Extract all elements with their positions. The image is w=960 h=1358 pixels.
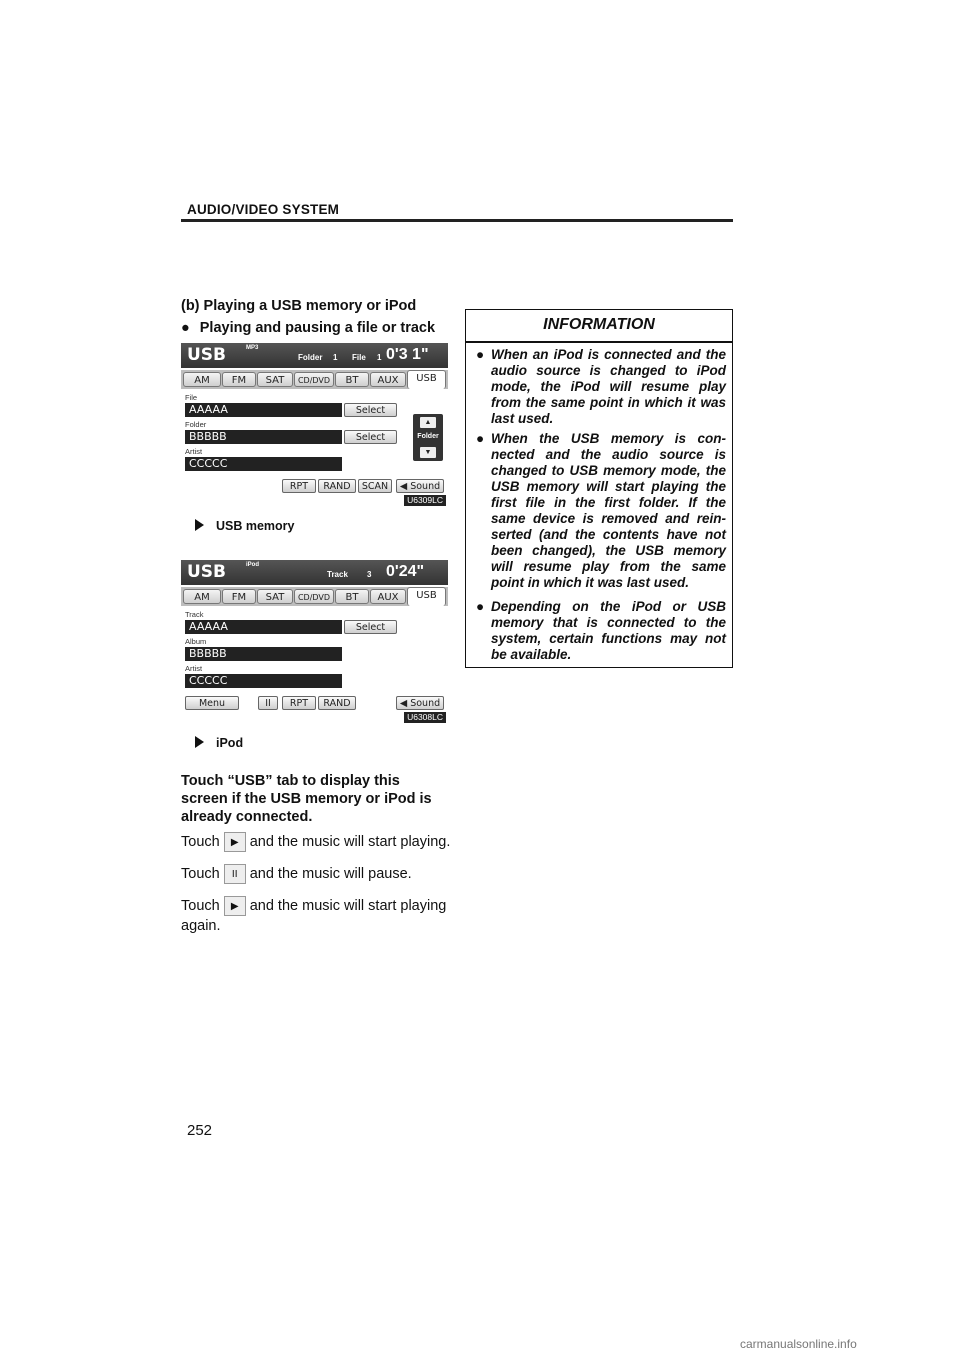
format-label: iPod [246, 562, 259, 568]
file-field-label: File [185, 393, 198, 402]
ipod-screen [181, 560, 448, 724]
bullet: ● [476, 347, 485, 362]
figure-code: U6308LC [404, 712, 446, 723]
tab-fm[interactable]: FM [222, 589, 256, 604]
tab-usb[interactable]: USB [407, 587, 446, 606]
caption-arrow-icon [195, 736, 204, 748]
pause-button[interactable]: II [258, 696, 278, 710]
elapsed-time: 0'3 1" [386, 346, 429, 363]
source-label: USB [187, 345, 227, 365]
title-bar [181, 560, 448, 585]
folder-name-bar: BBBBB [185, 430, 342, 444]
resume-instruction-cont: again. [181, 918, 221, 934]
artist-field-label: Artist [185, 447, 203, 456]
tab-sat[interactable]: SAT [257, 372, 293, 387]
source-tabs [181, 587, 448, 606]
resume-instruction [181, 896, 456, 916]
tab-aux[interactable]: AUX [370, 372, 406, 387]
folder-control [413, 414, 443, 461]
folder-down-button[interactable]: ▼ [420, 447, 436, 458]
touch-word: Touch [181, 865, 220, 882]
select-folder-button[interactable]: Select [344, 430, 397, 444]
folder-number: 1 [333, 353, 338, 362]
pause-icon: II [224, 864, 246, 884]
section-title: (b) Playing a USB memory or iPod [181, 298, 417, 314]
bullet: ● [476, 599, 485, 614]
information-item-text: Depending on the iPod or USB memory that is connected to the system, certain functions may not be available. [491, 599, 726, 662]
tab-bt[interactable]: BT [335, 589, 369, 604]
folder-field-label: Folder [185, 420, 207, 429]
file-name-bar: AAAAA [185, 403, 342, 417]
rand-button[interactable]: RAND [318, 696, 356, 710]
touch-word: Touch [181, 833, 220, 850]
information-item [476, 599, 726, 663]
folder-control-label: Folder [417, 433, 439, 440]
information-rule [466, 341, 732, 343]
pause-instruction [181, 864, 456, 884]
usb-memory-caption [195, 519, 295, 533]
header-rule [181, 219, 733, 222]
tab-am[interactable]: AM [183, 372, 221, 387]
subsection-title-text: Playing and pausing a file or track [199, 320, 436, 336]
usb-memory-screen [181, 343, 448, 507]
tab-sat[interactable]: SAT [257, 589, 293, 604]
running-header: AUDIO/VIDEO SYSTEM [187, 202, 340, 217]
menu-button[interactable]: Menu [185, 696, 239, 710]
source-tabs [181, 370, 448, 389]
information-title: INFORMATION [543, 316, 655, 333]
file-number: 1 [377, 353, 382, 362]
select-track-button[interactable]: Select [344, 620, 397, 634]
information-box [465, 309, 733, 668]
tab-bt[interactable]: BT [335, 372, 369, 387]
tab-usb[interactable]: USB [407, 370, 446, 389]
information-item-text: When the USB memory is con-nected and the audio source is changed to USB memory mode, the USB memory will start playing the first file in the first folder. If the same device is removed and rein-serted (and the contents have not been changed), the USB memory will resume play from the same point in which it was last used. [491, 431, 726, 590]
information-item [476, 431, 726, 591]
play-icon: ▶ [224, 896, 246, 916]
album-name-bar: BBBBB [185, 647, 342, 661]
touch-word: Touch [181, 897, 220, 914]
intro-paragraph: Touch “USB” tab to display this screen if the USB memory or iPod is already connected. [181, 773, 432, 825]
select-file-button[interactable]: Select [344, 403, 397, 417]
rpt-button[interactable]: RPT [282, 696, 316, 710]
tab-am[interactable]: AM [183, 589, 221, 604]
album-field-label: Album [185, 637, 207, 646]
ipod-caption [195, 736, 243, 750]
tab-cd-dvd[interactable]: CD/DVD [294, 589, 334, 604]
sound-button[interactable]: ◀ Sound [396, 479, 444, 493]
play-instruction [181, 832, 456, 852]
information-item [476, 347, 726, 427]
figure-code: U6309LC [404, 495, 446, 506]
track-number: 3 [367, 570, 372, 579]
tab-fm[interactable]: FM [222, 372, 256, 387]
resume-instruction-text: and the music will start playing [249, 897, 447, 914]
artist-name-bar: CCCCC [185, 674, 342, 688]
sound-button[interactable]: ◀ Sound [396, 696, 444, 710]
caption-arrow-icon [195, 519, 204, 531]
file-label: File [352, 353, 366, 362]
source-label: USB [187, 562, 227, 582]
watermark: carmanualsonline.info [740, 1337, 857, 1351]
scan-button[interactable]: SCAN [358, 479, 392, 493]
artist-field-label: Artist [185, 664, 203, 673]
tab-aux[interactable]: AUX [370, 589, 406, 604]
elapsed-time: 0'24" [386, 563, 425, 580]
format-label: MP3 [246, 345, 259, 351]
usb-memory-caption-text: USB memory [216, 519, 295, 533]
bullet: ● [181, 320, 190, 336]
bullet: ● [476, 431, 485, 446]
folder-up-button[interactable]: ▲ [420, 417, 436, 428]
play-icon: ▶ [224, 832, 246, 852]
rpt-button[interactable]: RPT [282, 479, 316, 493]
rand-button[interactable]: RAND [318, 479, 356, 493]
track-field-label: Track [185, 610, 204, 619]
artist-name-bar: CCCCC [185, 457, 342, 471]
subsection-title [181, 320, 435, 336]
folder-label: Folder [298, 353, 323, 362]
tab-cd-dvd[interactable]: CD/DVD [294, 372, 334, 387]
page-number: 252 [187, 1122, 213, 1139]
track-label: Track [327, 570, 348, 579]
play-instruction-text: and the music will start playing. [249, 833, 451, 850]
title-bar [181, 343, 448, 368]
pause-instruction-text: and the music will pause. [249, 865, 412, 882]
information-item-text: When an iPod is connected and the audio source is changed to iPod mode, the iPod will resume play from the same point in which it was last used. [491, 347, 726, 426]
ipod-caption-text: iPod [216, 736, 244, 750]
track-name-bar: AAAAA [185, 620, 342, 634]
